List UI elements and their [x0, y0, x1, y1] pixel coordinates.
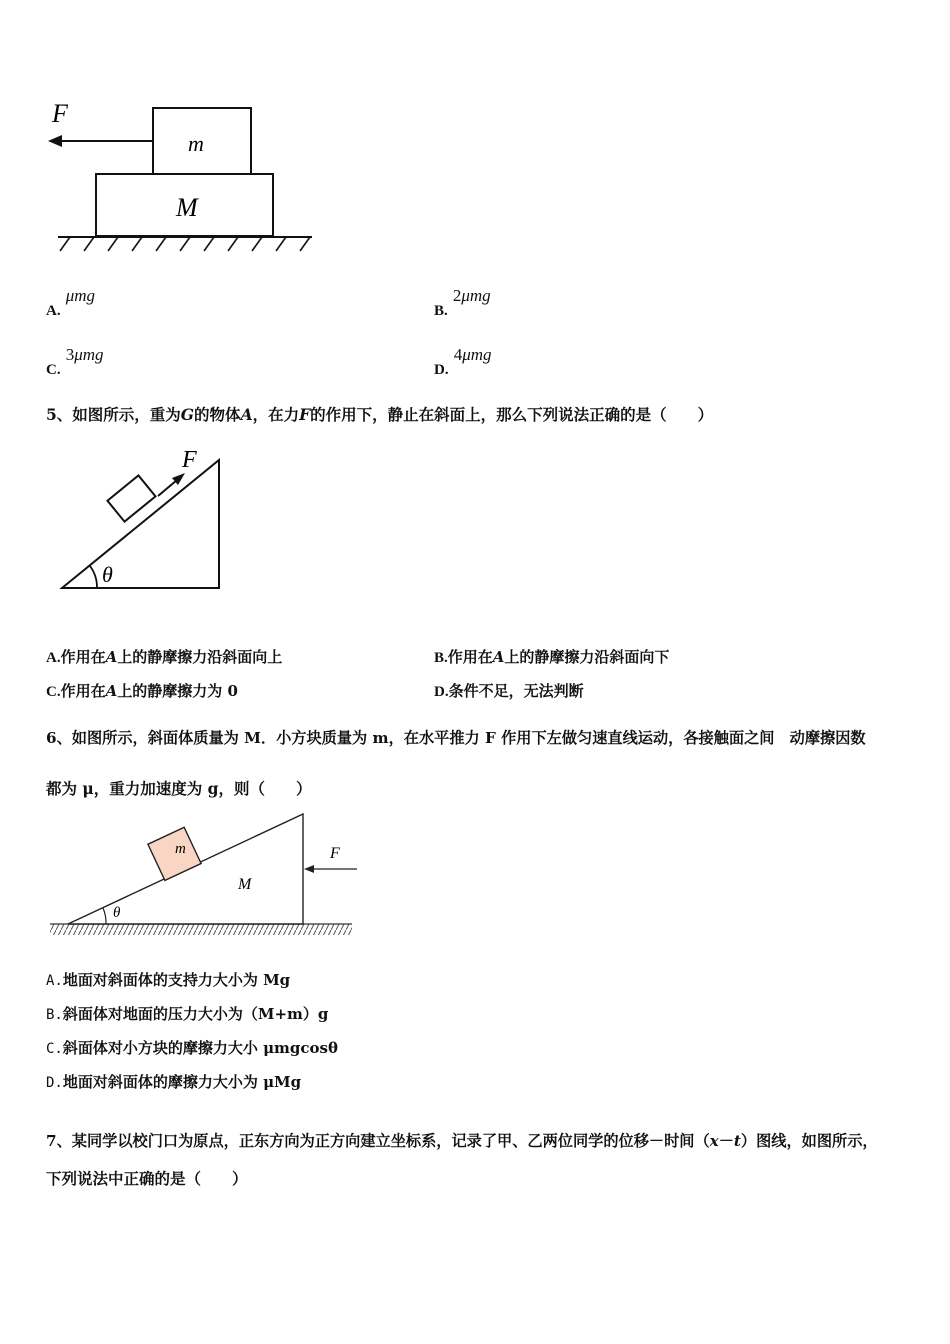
- option-letter: D.: [434, 362, 449, 378]
- q6-stem-line1: 6、如图所示，斜面体质量为 M．小方块质量为 m，在水平推力 F 作用下左做匀速直线运动，各接触面之间 动摩擦因数: [46, 729, 866, 747]
- q5-option-a[interactable]: A.作用在A上的静摩擦力沿斜面向上: [46, 648, 283, 666]
- q4-option-b[interactable]: [434, 286, 491, 319]
- force-label: F: [182, 447, 197, 473]
- q6-stem-line2: 都为 μ，重力加速度为 g，则（ ）: [46, 779, 312, 798]
- q5-stem: 5、如图所示，重为G的物体A，在力F的作用下，静止在斜面上，那么下列说法正确的是（ ）: [46, 405, 714, 424]
- q6-option-c[interactable]: C.斜面体对小方块的摩擦力大小 μmgcosθ: [46, 1039, 339, 1057]
- option-formula: 2μmg: [452, 286, 491, 305]
- big-block-label: M: [176, 193, 198, 222]
- force-arrow-head: [304, 865, 314, 873]
- q6-option-a[interactable]: A.地面对斜面体的支持力大小为 Mg: [46, 971, 291, 989]
- wedge-label: M: [238, 876, 252, 893]
- q6-option-b[interactable]: B.斜面体对地面的压力大小为（M+m）g: [46, 1005, 329, 1023]
- force-arrow-shaft: [158, 480, 177, 496]
- option-letter: C.: [46, 362, 61, 378]
- q7-stem-line1: 7、某同学以校门口为原点，正东方向为正方向建立坐标系，记录了甲、乙两位同学的位移－时间（x－t）图线，如图所示，: [46, 1132, 878, 1150]
- q6-option-d[interactable]: D.地面对斜面体的摩擦力大小为 μMg: [46, 1073, 302, 1091]
- force-arrow-head: [48, 135, 62, 147]
- q5-incline-figure: [50, 440, 240, 600]
- q6-wedge-figure: [46, 810, 361, 940]
- angle-arc: [90, 566, 97, 588]
- option-formula: μmg: [65, 286, 95, 305]
- q5-option-b[interactable]: B.作用在A上的静摩擦力沿斜面向下: [434, 648, 670, 666]
- q5-option-d[interactable]: D.条件不足，无法判断: [434, 682, 584, 700]
- force-label: F: [52, 99, 68, 128]
- force-label: F: [330, 845, 340, 862]
- option-letter: A.: [46, 303, 61, 319]
- option-letter: B.: [434, 303, 448, 319]
- option-formula: 4μmg: [453, 345, 492, 364]
- q5-option-c[interactable]: C.作用在A上的静摩擦力为 0: [46, 682, 238, 700]
- ground-hatch: [50, 924, 352, 935]
- q4-option-d[interactable]: [434, 345, 492, 378]
- q4-option-c[interactable]: [46, 345, 104, 378]
- q7-stem-line2: 下列说法中正确的是（ ）: [46, 1169, 248, 1188]
- small-block-label: m: [175, 841, 186, 857]
- small-block-label: m: [188, 131, 204, 156]
- angle-label: θ: [102, 562, 113, 587]
- q4-option-a[interactable]: [46, 286, 95, 319]
- q4-blocks-figure: [40, 95, 330, 260]
- option-formula: 3μmg: [65, 345, 104, 364]
- angle-label: θ: [113, 905, 121, 921]
- block-A: [107, 475, 155, 521]
